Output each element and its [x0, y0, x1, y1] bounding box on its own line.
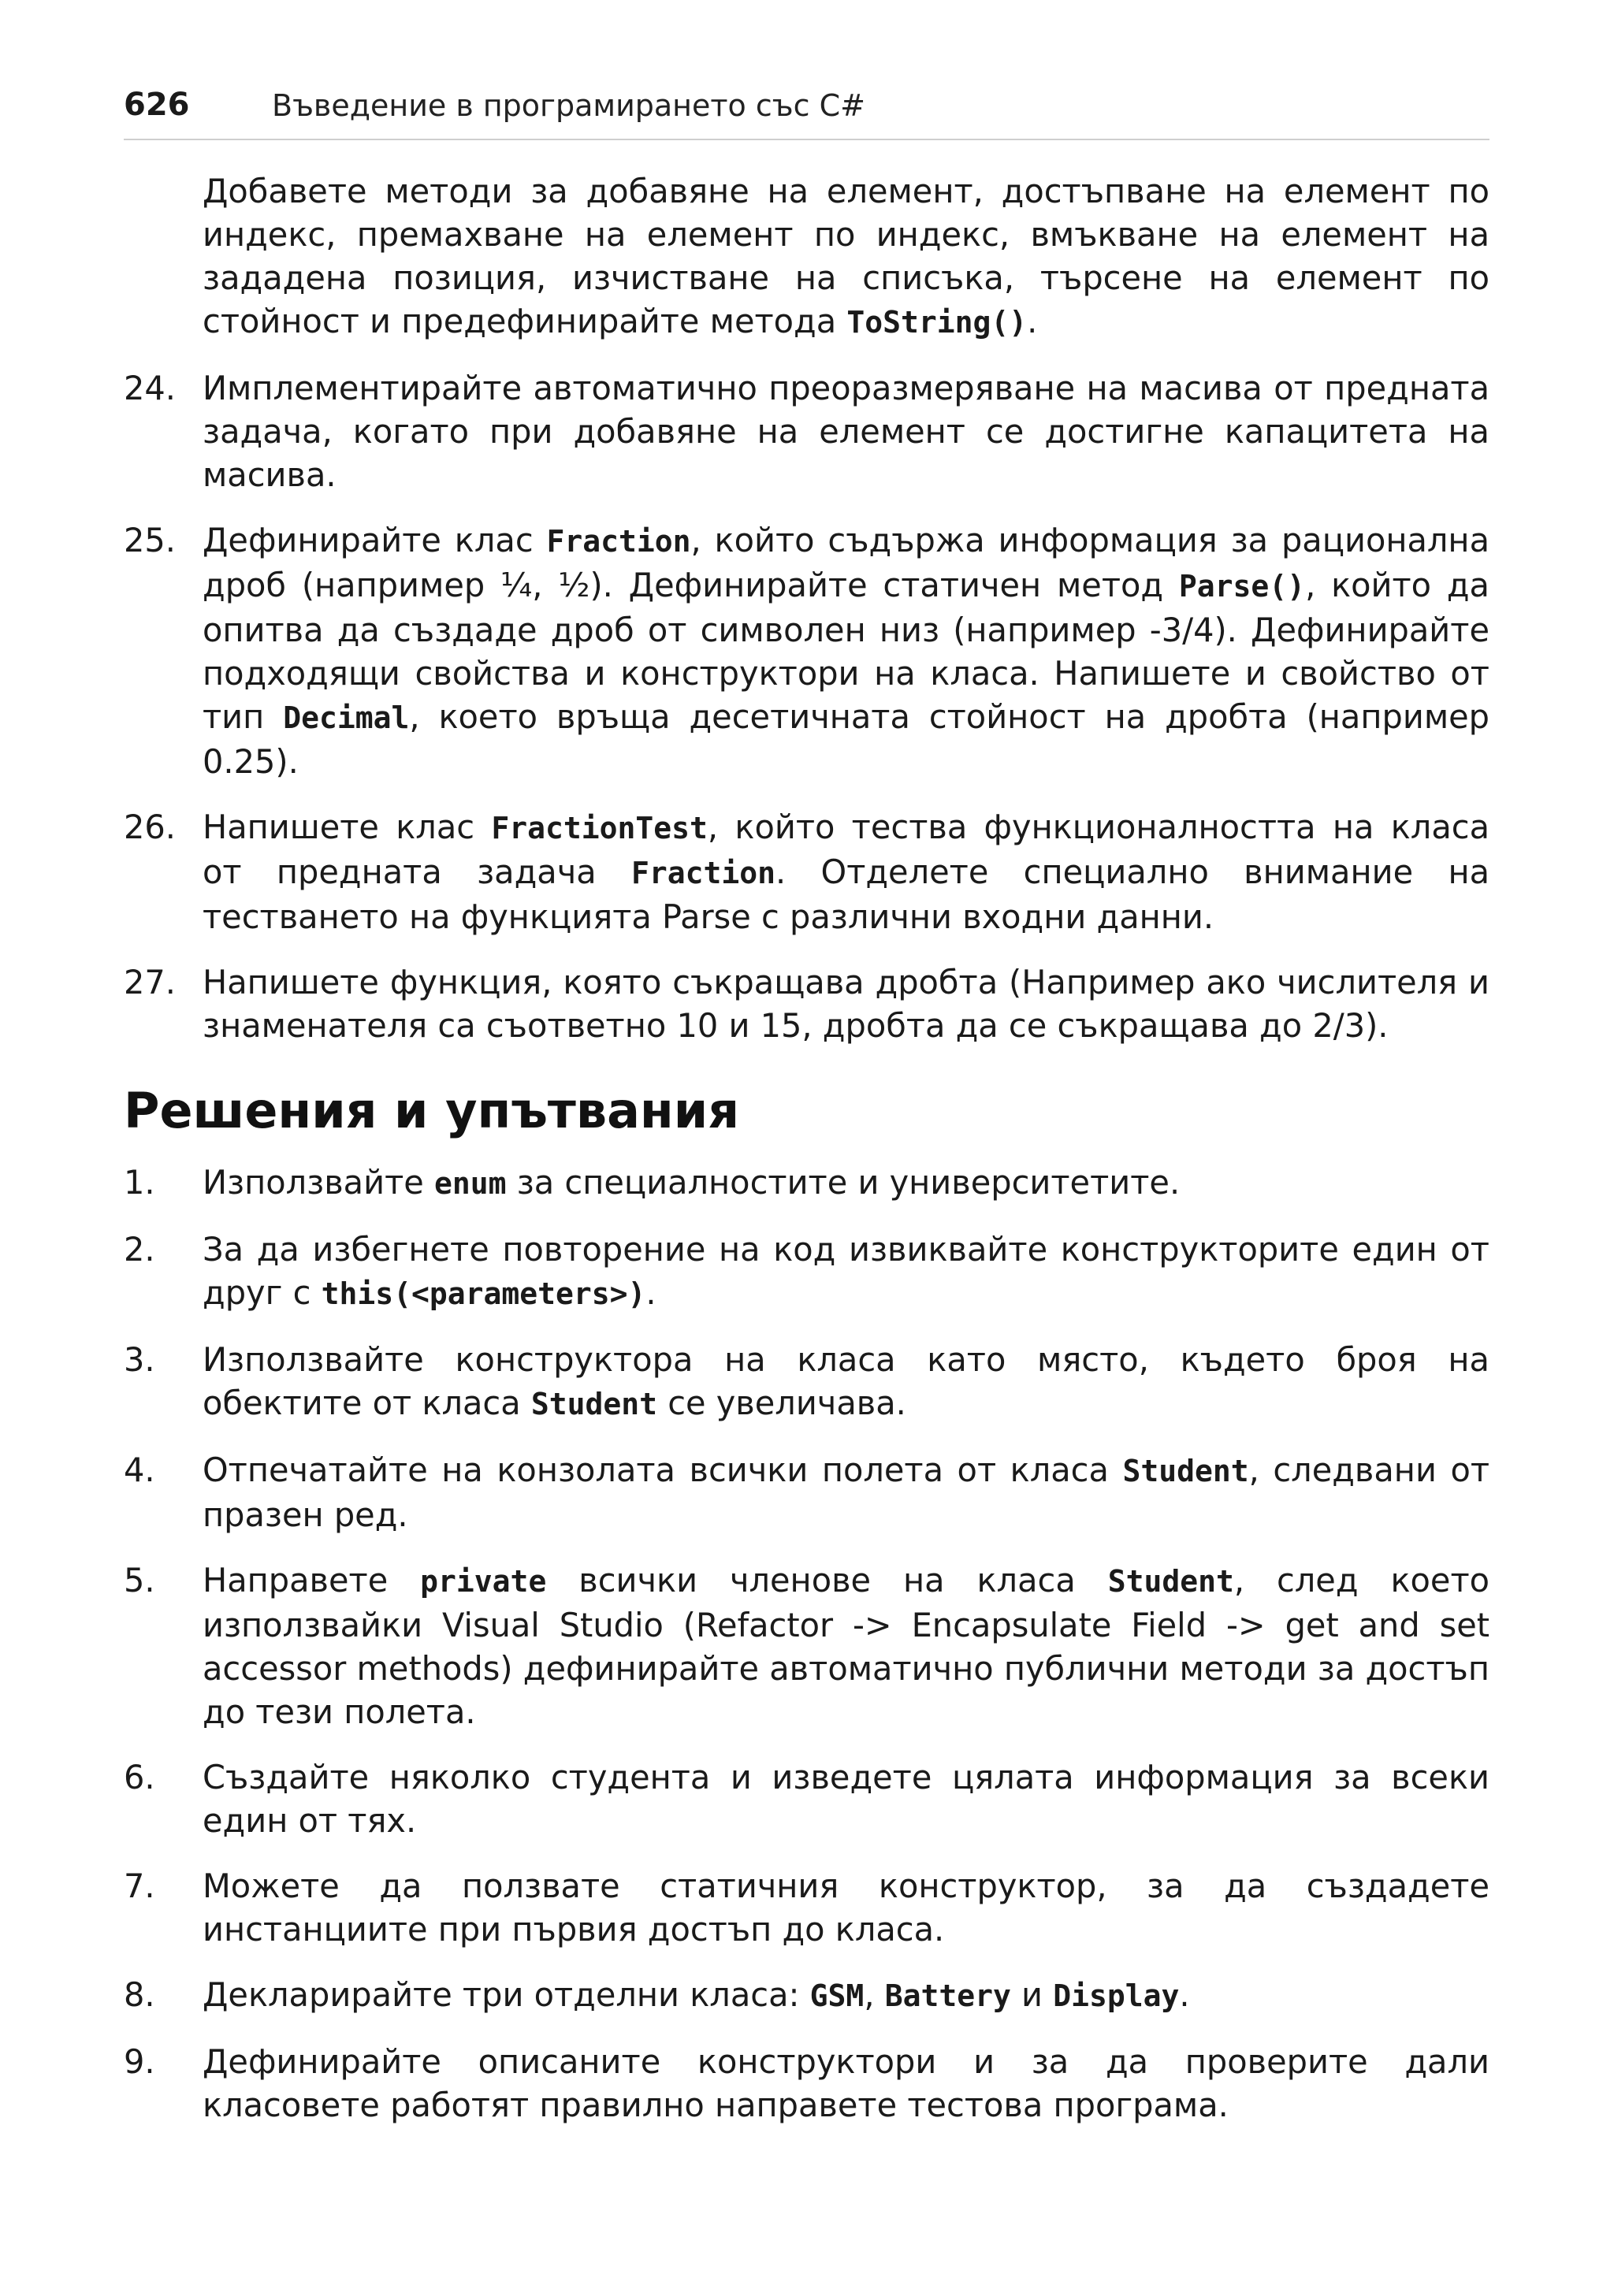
- item-number: 4.: [124, 1451, 155, 1489]
- code-display: Display: [1053, 1978, 1180, 2013]
- solution-6: [124, 1755, 1489, 1842]
- item-text: Имплементирайте автоматично преоразмеряване на масива от предната задача, когато при добавяне на елемент се достигне капацитета на масива.: [203, 369, 1489, 494]
- item-text: Направете private всички членове на класа Student, след което използвайки Visual Studio (Refactor -> Encapsulate Field -> get and set accessor methods) дефинирайте автоматично публични методи за достъп до тези полета.: [203, 1561, 1490, 1731]
- item-number: 1.: [124, 1163, 155, 1202]
- code-student: Student: [1122, 1454, 1249, 1488]
- item-number: 7.: [124, 1867, 155, 1905]
- code-tostring: ToString(): [846, 305, 1028, 340]
- item-text: Дефинирайте клас Fraction, който съдържа информация за рационална дроб (например ¼, ½). Дефинирайте статичен метод Parse(), който да опитва да създаде дроб от символен низ (например -3/4). Дефинирайте подходящи свойства и конструктори на класа. Напишете и свойство от тип Decimal, което връща десетичната стойност на дробта (например 0.25).: [203, 521, 1489, 781]
- code-parse: Parse(): [1178, 569, 1306, 604]
- code-fractiontest: FractionTest: [491, 811, 708, 845]
- running-title: Въведение в програмирането със C#: [272, 88, 865, 123]
- code-gsm: GSM: [809, 1978, 865, 2013]
- item-text: Създайте няколко студента и изведете цялата информация за всеки един от тях.: [203, 1758, 1489, 1840]
- item-number: 26.: [124, 808, 176, 846]
- exercise-continuation: [124, 169, 1489, 344]
- section-heading: Решения и упътвания: [124, 1082, 740, 1139]
- item-text: Можете да ползвате статичния конструктор, за да създадете инстанциите при първия достъп до класа.: [203, 1867, 1489, 1949]
- item-text: Използвайте конструктора на класа като място, където броя на обектите от класа Student се увеличава.: [203, 1340, 1489, 1422]
- item-text: Напишете клас FractionTest, който тества функционалността на класа от предната задача Fraction. Отделете специално внимание на тестването на функцията Parse с различни входни данни.: [203, 808, 1490, 936]
- solution-8: [124, 1973, 1489, 2018]
- code-fraction: Fraction: [630, 856, 776, 890]
- item-number: 24.: [124, 369, 176, 407]
- exercise-24: [124, 366, 1489, 496]
- code-battery: Battery: [884, 1978, 1011, 2013]
- code-private: private: [420, 1564, 547, 1599]
- code-enum: enum: [434, 1166, 507, 1201]
- solution-3: [124, 1338, 1489, 1426]
- code-fraction: Fraction: [546, 524, 691, 559]
- item-text: Декларирайте три отделни класа: GSM, Battery и Display.: [203, 1975, 1190, 2014]
- solution-4: [124, 1448, 1489, 1536]
- item-number: 25.: [124, 521, 176, 559]
- exercise-26: [124, 805, 1489, 938]
- exercise-25: [124, 518, 1489, 783]
- code-decimal: Decimal: [283, 700, 410, 735]
- item-number: 2.: [124, 1230, 155, 1269]
- item-number: 6.: [124, 1758, 155, 1796]
- exercise-27: [124, 960, 1489, 1047]
- page-header: [124, 79, 1489, 140]
- code-student: Student: [1107, 1564, 1234, 1599]
- page-content: [124, 169, 1489, 2149]
- item-number: 8.: [124, 1975, 155, 2014]
- item-number: 5.: [124, 1561, 155, 1599]
- item-number: 9.: [124, 2042, 155, 2081]
- solution-1: [124, 1161, 1489, 1206]
- solution-5: [124, 1559, 1489, 1733]
- item-text: Използвайте enum за специалностите и университетите.: [203, 1163, 1181, 1202]
- paragraph-text: Добавете методи за добавяне на елемент, достъпване на елемент по индекс, премахване на елемент по индекс, вмъкване на елемент на зададена позиция, изчистване на списъка, търсене на елемент по стойност и предефинирайте метода ToString().: [203, 172, 1489, 340]
- solution-7: [124, 1864, 1489, 1951]
- item-number: 27.: [124, 963, 176, 1001]
- item-text: Напишете функция, която съкращава дробта (Например ако числителя и знаменателя са съответно 10 и 15, дробта да се съкращава до 2/3).: [203, 963, 1489, 1045]
- item-text: За да избегнете повторение на код извиквайте конструкторите един от друг с this(<parameters>).: [203, 1230, 1489, 1312]
- solution-2: [124, 1228, 1489, 1316]
- item-text: Дефинирайте описаните конструктори и за да проверите дали класовете работят правилно направете тестова програма.: [203, 2042, 1489, 2124]
- page-number: 626: [124, 87, 190, 123]
- code-this-parameters: this(<parameters>): [321, 1276, 646, 1311]
- code-student: Student: [530, 1387, 658, 1421]
- item-text: Отпечатайте на конзолата всички полета от класа Student, следвани от празен ред.: [203, 1451, 1490, 1534]
- solution-9: [124, 2040, 1489, 2127]
- item-number: 3.: [124, 1340, 155, 1379]
